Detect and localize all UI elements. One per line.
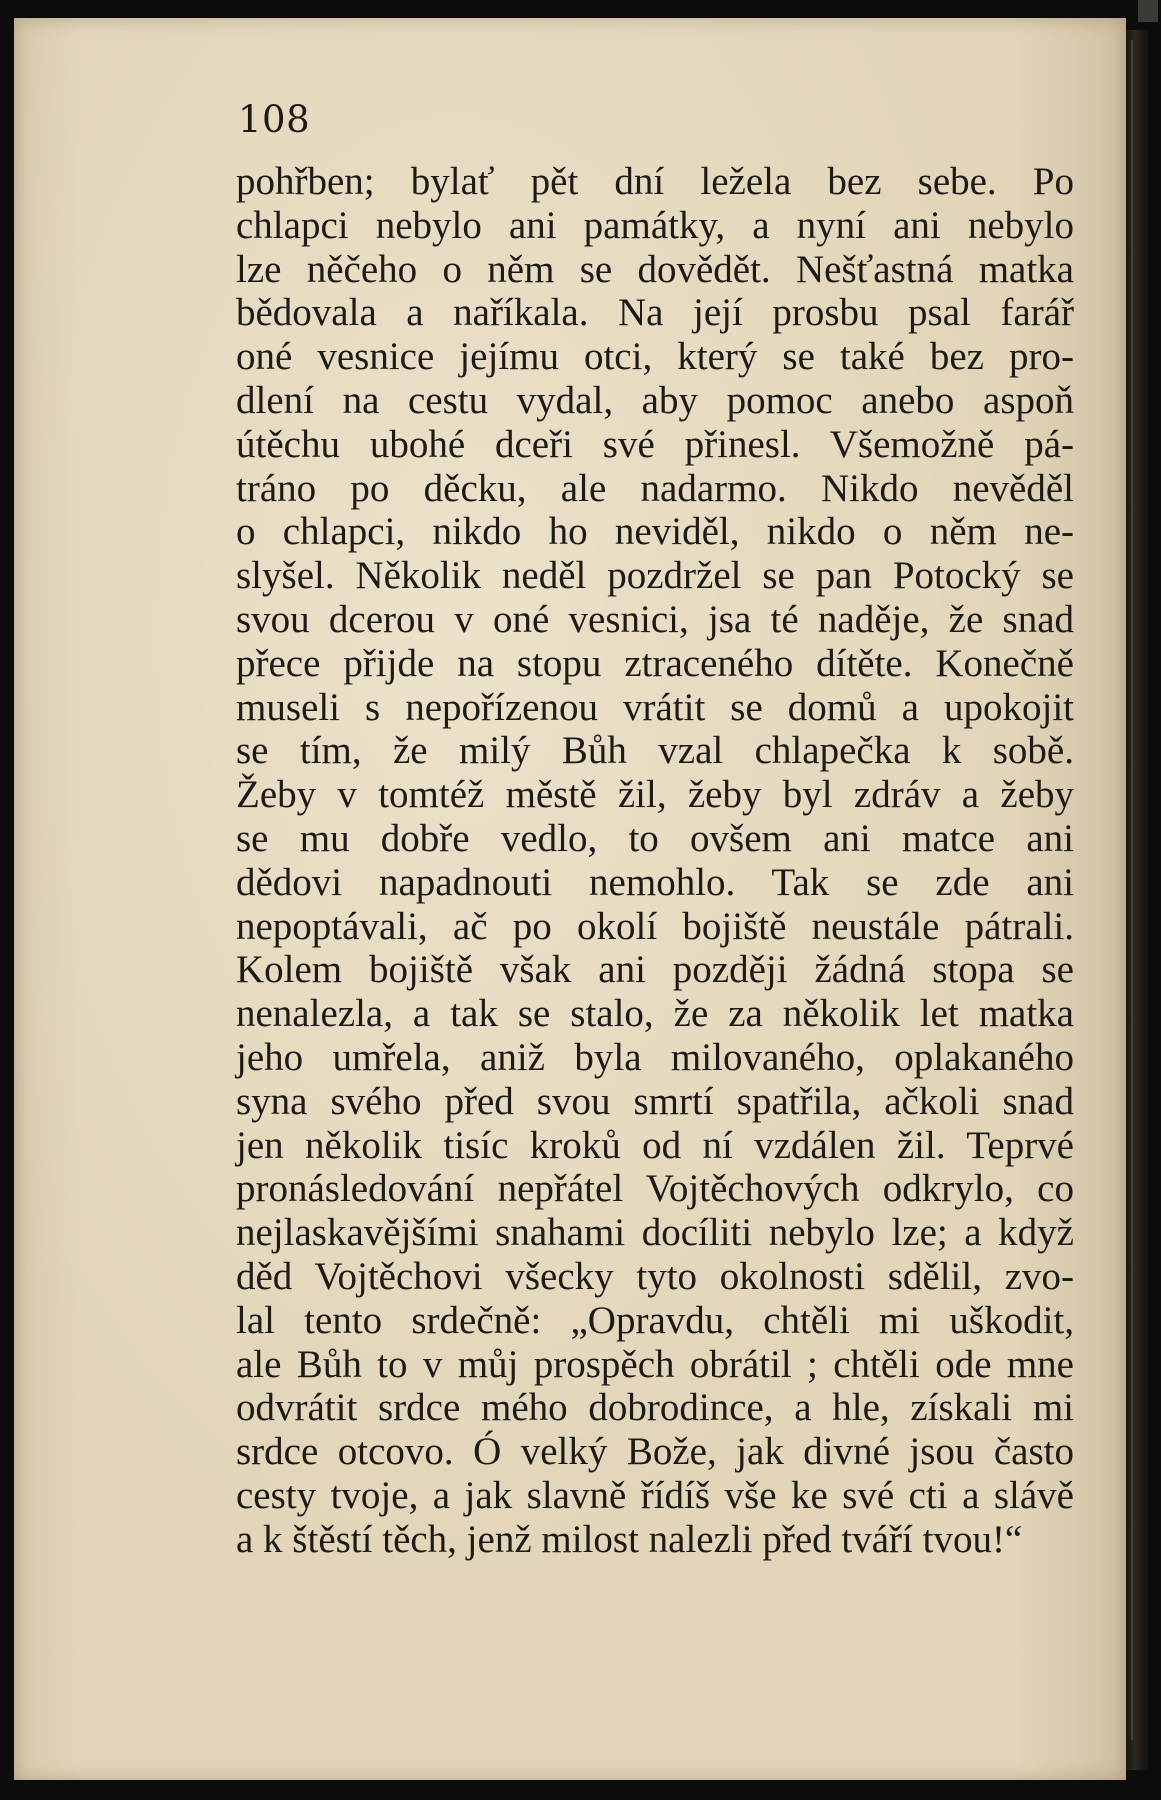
text-line: srdce otcovo. Ó velký Bože, jak divné jsou často — [236, 1430, 1074, 1474]
text-line: děd Vojtěchovi všecky tyto okolnosti sdělil, zvo- — [236, 1254, 1074, 1298]
text-line: a k štěstí těch, jenž milost nalezli před tváří tvou!“ — [236, 1517, 1023, 1561]
text-line: odvrátit srdce mého dobrodince, a hle, získali mi — [236, 1386, 1074, 1430]
text-line: lal tento srdečně: „Opravdu, chtěli mi uškodit, — [236, 1298, 1074, 1342]
text-line: lze něčeho o něm se dovědět. Nešťastná matka — [236, 247, 1074, 291]
text-line: dlení na cestu vydal, aby pomoc anebo aspoň — [236, 378, 1074, 422]
text-line: museli s nepořízenou vrátit se domů a upokojit — [236, 685, 1074, 729]
text-line: se tím, že milý Bůh vzal chlapečka k sobě. — [236, 729, 1074, 773]
text-line: nenalezla, a tak se stalo, že za několik let matka — [236, 992, 1074, 1036]
text-line: bědovala a naříkala. Na její prosbu psal farář — [236, 291, 1074, 335]
text-line: slyšel. Několik neděl pozdržel se pan Potocký se — [236, 554, 1074, 598]
body-text — [236, 160, 1074, 1562]
text-line: jen několik tisíc kroků od ní vzdálen žil. Teprvé — [236, 1123, 1074, 1167]
text-line: jeho umřela, aniž byla milovaného, oplakaného — [236, 1035, 1074, 1079]
text-line: oné vesnice jejímu otci, který se také bez pro- — [236, 335, 1074, 379]
text-line: syna svého před svou smrtí spatřila, ačkoli snad — [236, 1079, 1074, 1123]
page-edge-line — [1131, 40, 1133, 1740]
text-line: nejlaskavějšími snahami docíliti nebylo lze; a když — [236, 1211, 1074, 1255]
text-line: dědovi napadnouti nemohlo. Tak se zde ani — [236, 860, 1074, 904]
text-line: tráno po děcku, ale nadarmo. Nikdo nevěděl — [236, 466, 1074, 510]
text-line: o chlapci, nikdo ho neviděl, nikdo o něm ne- — [236, 510, 1074, 554]
text-line: přece přijde na stopu ztraceného dítěte. Konečně — [236, 641, 1074, 685]
text-line: se mu dobře vedlo, to ovšem ani matce ani — [236, 816, 1074, 860]
text-line: nepoptávali, ač po okolí bojiště neustále pátrali. — [236, 904, 1074, 948]
text-line: pohřben; bylať pět dní ležela bez sebe. Po — [236, 160, 1074, 203]
text-line: chlapci nebylo ani památky, a nyní ani nebylo — [236, 203, 1074, 247]
scan-corner-mark — [1138, 0, 1158, 22]
text-line: Žeby v tomtéž městě žil, žeby byl zdráv a žeby — [236, 773, 1074, 817]
text-line: cesty tvoje, a jak slavně řídíš vše ke své cti a slávě — [236, 1473, 1074, 1517]
text-line: svou dcerou v oné vesnici, jsa té naděje, že snad — [236, 597, 1074, 641]
text-line: ale Bůh to v můj prospěch obrátil ; chtěli ode mne — [236, 1342, 1074, 1386]
text-line: Kolem bojiště však ani později žádná stopa se — [236, 948, 1074, 992]
text-line: pronásledování nepřátel Vojtěchových odkrylo, co — [236, 1167, 1074, 1211]
page-edge-shadow — [1126, 30, 1148, 1770]
page-number: 108 — [238, 98, 311, 141]
text-line: útěchu ubohé dceři své přinesl. Všemožně pá- — [236, 422, 1074, 466]
